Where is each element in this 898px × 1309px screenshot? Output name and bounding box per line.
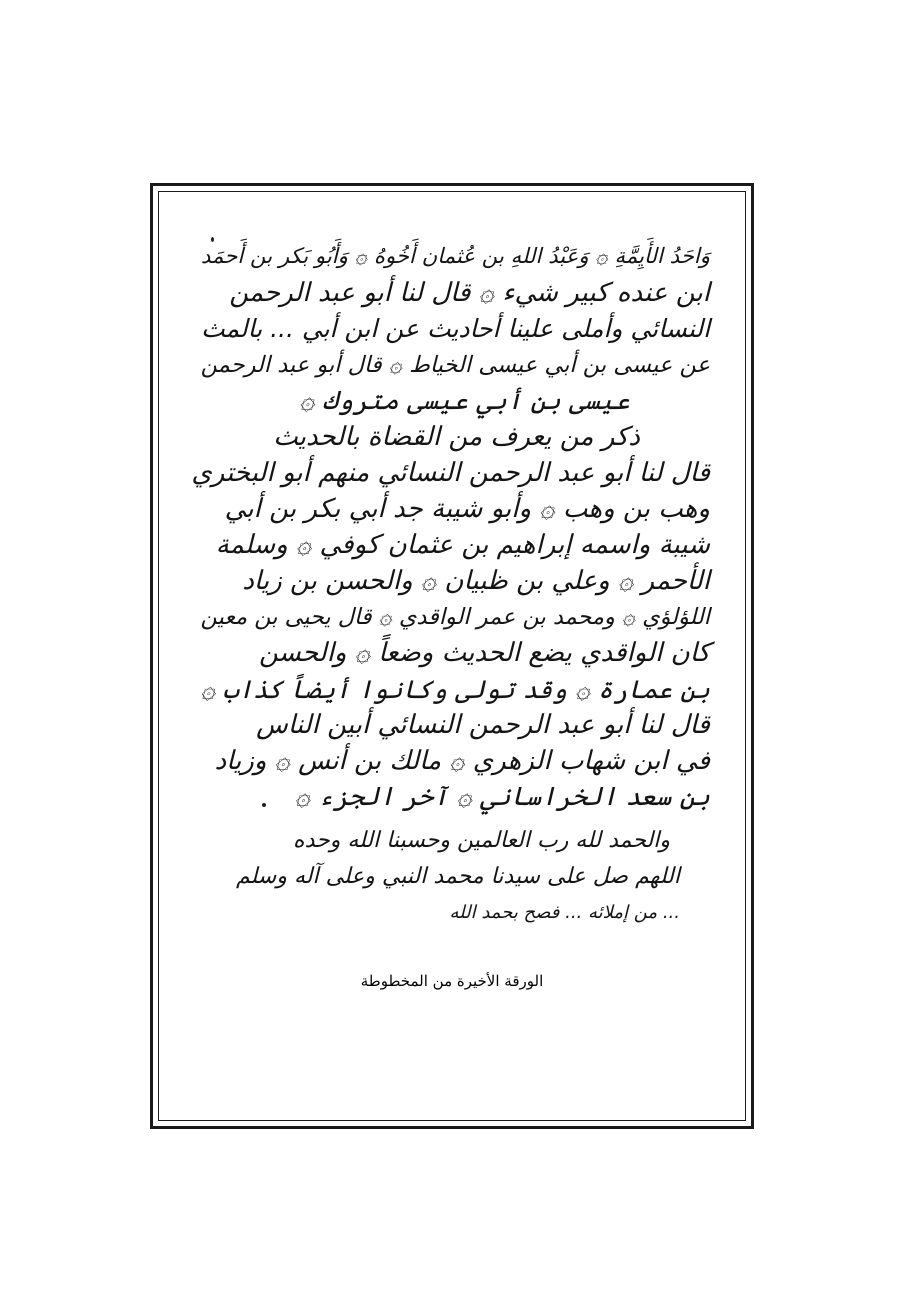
ink-speck (211, 237, 214, 242)
manuscript-colophon-line: اللهم صل على سيدنا محمد النبي وعلى آله وسلم (235, 864, 680, 889)
manuscript-line: عن عيسى بن أبي عيسى الخياط ۞ قال أبو عبد الرحمن (200, 352, 710, 378)
ink-speck (262, 803, 266, 807)
manuscript-line: بن عمارة ۞ وقد تولى وكانوا أيضاً كذاب ۞ (200, 674, 710, 704)
manuscript-line: عيسى بن أبي عيسى متروك ۞ (299, 386, 630, 416)
manuscript-line: النسائي وأملى علينا أحاديث عن ابن أبي ... بالمث (201, 314, 710, 343)
manuscript-colophon-line: والحمد لله رب العالمين وحسبنا الله وحده (293, 828, 670, 853)
manuscript-line: بن سعد الخراساني ۞ آخر الجزء ۞ (294, 782, 710, 812)
manuscript-line: ابن عنده كبير شيء ۞ قال لنا أبو عبد الرحمن (229, 278, 710, 308)
manuscript-line: في ابن شهاب الزهري ۞ مالك بن أنس ۞ وزياد (214, 746, 710, 776)
figure-caption: الورقة الأخيرة من المخطوطة (360, 972, 544, 990)
manuscript-line: وَاحَدُ الأَيِمَّةِ ۞ وَعَبْدُ اللهِ بن عُثمان أَخُوهُ ۞ وَأَبُو بَكر بن أَحمَد (200, 244, 710, 269)
manuscript-line: وهب بن وهب ۞ وأبو شيبة جد أبي بكر بن أبي (224, 494, 710, 524)
manuscript-line: كان الواقدي يضع الحديث وضعاً ۞ والحسن (259, 638, 710, 668)
manuscript-text-block (190, 240, 710, 940)
manuscript-line: الأحمر ۞ وعلي بن ظبيان ۞ والحسن بن زياد (242, 566, 710, 596)
manuscript-heading: ذكر من يعرف من القضاة بالحديث (273, 422, 640, 452)
manuscript-line: قال لنا أبو عبد الرحمن النسائي منهم أبو البختري (191, 458, 710, 488)
manuscript-colophon-line: ... من إملائه ... فصح بحمد الله (449, 902, 680, 923)
manuscript-line: اللؤلؤي ۞ ومحمد بن عمر الواقدي ۞ قال يحيى بن معين (200, 604, 710, 630)
manuscript-line: شيبة واسمه إبراهيم بن عثمان كوفي ۞ وسلمة (215, 530, 710, 560)
manuscript-line: قال لنا أبو عبد الرحمن النسائي أبين الناس (256, 710, 710, 740)
